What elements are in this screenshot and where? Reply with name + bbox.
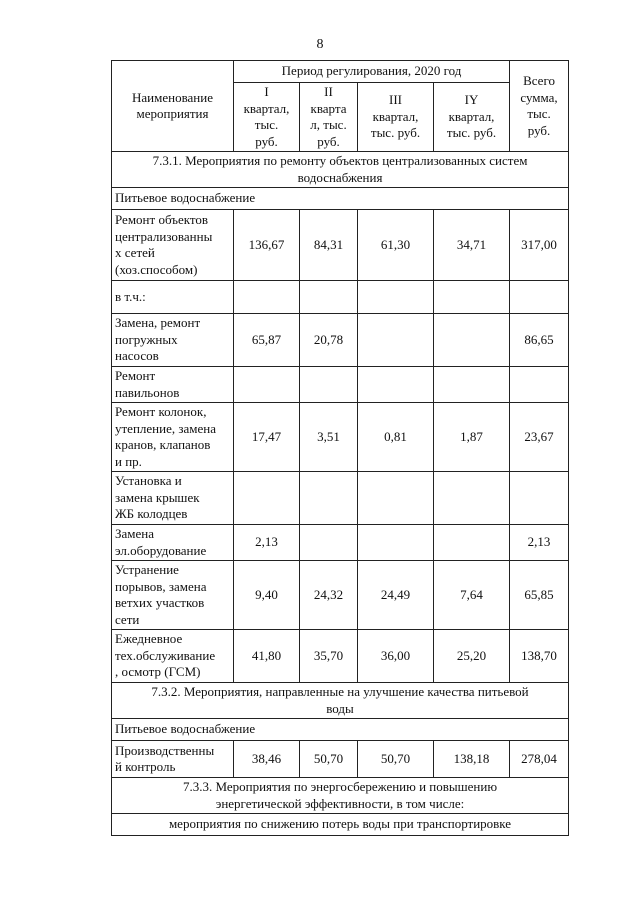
row-q4-cell — [434, 281, 510, 314]
row-total-cell: 86,65 — [510, 314, 569, 367]
cell-line: замена крышек — [115, 489, 200, 505]
row-q2-cell: 50,70 — [300, 741, 358, 778]
row-q1-cell: 38,46 — [234, 741, 300, 778]
header-q1-cell — [234, 83, 300, 152]
table-row — [112, 472, 569, 525]
row-name-cell — [112, 403, 234, 472]
row-q1-cell: 136,67 — [234, 210, 300, 281]
row-q1-cell: 9,40 — [234, 561, 300, 630]
cell-line: х сетей — [115, 245, 155, 260]
cell-line: энергетической эффективности, в том числе: — [215, 795, 465, 811]
cell-line: эл.оборудование — [115, 542, 207, 558]
cell-line: I — [264, 84, 269, 99]
row-q3-cell: 50,70 — [358, 741, 434, 778]
row-q4-cell: 1,87 — [434, 403, 510, 472]
row-q2-cell — [300, 525, 358, 561]
cell-line: Устранение — [115, 562, 179, 577]
cell-line: насосов — [115, 348, 159, 364]
cell-line: кранов, клапанов — [115, 437, 211, 452]
section-7-3-2-subtitle-row — [112, 719, 569, 741]
row-q4-cell — [434, 367, 510, 403]
row-q4-cell — [434, 472, 510, 525]
cell-line: порывов, замена — [115, 578, 207, 594]
cell-line: Ежедневное — [115, 631, 183, 647]
row-q2-cell: 84,31 — [300, 210, 358, 281]
cell-line: IY — [464, 92, 479, 108]
row-q3-cell — [358, 314, 434, 367]
cell-line: погружных — [115, 331, 178, 347]
cell-line: Производственны — [115, 742, 215, 758]
section-7-3-2-subtitle: Питьевое водоснабжение — [112, 719, 569, 741]
cell-line: Замена, ремонт — [115, 315, 201, 331]
cell-line: воды — [326, 700, 354, 716]
page-number: 8 — [316, 37, 324, 52]
row-q4-cell: 25,20 — [434, 630, 510, 683]
row-q1-cell — [234, 367, 300, 403]
row-q1-cell — [234, 472, 300, 525]
cell-line: , осмотр (ГСМ) — [115, 664, 201, 680]
row-name-cell — [112, 630, 234, 683]
row-q1-cell: 17,47 — [234, 403, 300, 472]
row-name-cell — [112, 741, 234, 778]
row-q3-cell — [358, 525, 434, 561]
table-row — [112, 561, 569, 630]
cell-line: ветхих участков — [115, 595, 205, 610]
row-q1-cell — [234, 281, 300, 314]
row-q2-cell: 35,70 — [300, 630, 358, 683]
cell-line: квартал, — [243, 100, 290, 116]
row-q2-cell — [300, 281, 358, 314]
cell-line: 7.3.2. Мероприятия, направленные на улучшение качества питьевой — [151, 684, 529, 699]
cell-line: Всего — [523, 73, 555, 88]
row-name-cell — [112, 314, 234, 367]
cell-line: павильонов — [115, 384, 180, 400]
cell-line: утепление, замена — [115, 420, 216, 436]
row-q3-cell: 0,81 — [358, 403, 434, 472]
cell-line: Установка и — [115, 473, 182, 489]
cell-line: 7.3.3. Мероприятия по энергосбережению и повышению — [182, 779, 498, 794]
row-total-cell: 65,85 — [510, 561, 569, 630]
section-7-3-3-title-row — [112, 778, 569, 814]
row-total-cell: 2,13 — [510, 525, 569, 561]
header-total-cell — [510, 61, 569, 152]
cell-line: тыс. руб. — [370, 125, 421, 141]
cell-line: (хоз.способом) — [115, 261, 198, 277]
row-q4-cell: 7,64 — [434, 561, 510, 630]
cell-line: водоснабжения — [297, 169, 383, 185]
section-7-3-2-title-row — [112, 683, 569, 719]
row-q3-cell: 61,30 — [358, 210, 434, 281]
cell-line: й контроль — [115, 759, 176, 774]
row-name-cell — [112, 367, 234, 403]
section-7-3-2-title — [112, 683, 569, 719]
row-q2-cell — [300, 367, 358, 403]
row-name-cell — [112, 472, 234, 525]
cell-line: в т.ч.: — [115, 288, 146, 304]
section-7-3-1-title — [112, 152, 569, 188]
row-q3-cell: 36,00 — [358, 630, 434, 683]
header-q4-cell — [434, 83, 510, 152]
cell-line: тыс. — [254, 117, 279, 132]
section-7-3-1-subtitle-row — [112, 188, 569, 210]
table-row — [112, 281, 569, 314]
cell-line: 7.3.1. Мероприятия по ремонту объектов централизованных систем — [152, 153, 528, 168]
row-q3-cell: 24,49 — [358, 561, 434, 630]
section-7-3-1-title-row — [112, 152, 569, 188]
row-total-cell: 278,04 — [510, 741, 569, 778]
row-name-cell — [112, 561, 234, 630]
cell-line: руб. — [255, 133, 278, 149]
cell-line: централизованны — [115, 228, 213, 244]
cell-line: сумма, — [520, 89, 558, 105]
row-name-cell — [112, 210, 234, 281]
table-row — [112, 525, 569, 561]
section-7-3-3-subtitle-row — [112, 814, 569, 836]
row-q4-cell — [434, 314, 510, 367]
header-q3-cell — [358, 83, 434, 152]
cell-line: л, тыс. — [310, 117, 347, 132]
cell-line: III — [389, 92, 402, 108]
row-name-cell — [112, 525, 234, 561]
row-q3-cell — [358, 367, 434, 403]
header-q2-cell — [300, 83, 358, 152]
table-row — [112, 314, 569, 367]
row-q2-cell: 24,32 — [300, 561, 358, 630]
table-row — [112, 210, 569, 281]
row-total-cell: 138,70 — [510, 630, 569, 683]
cell-line: квартал, — [448, 108, 495, 124]
row-total-cell: 23,67 — [510, 403, 569, 472]
row-q4-cell: 138,18 — [434, 741, 510, 778]
cell-line: II — [324, 84, 333, 99]
row-total-cell: 317,00 — [510, 210, 569, 281]
row-q2-cell: 20,78 — [300, 314, 358, 367]
cell-line: тыс. — [527, 106, 551, 121]
section-7-3-1-subtitle: Питьевое водоснабжение — [112, 188, 569, 210]
row-total-cell — [510, 472, 569, 525]
row-q3-cell — [358, 472, 434, 525]
cell-line: ЖБ колодцев — [115, 506, 188, 522]
cell-line: Ремонт колонок, — [115, 404, 207, 419]
cell-line: Замена — [115, 526, 155, 541]
cell-line: кварта — [310, 100, 347, 116]
row-q1-cell: 65,87 — [234, 314, 300, 367]
table-row — [112, 630, 569, 683]
budget-table — [111, 60, 569, 836]
cell-line: Ремонт — [115, 368, 156, 383]
cell-line: сети — [115, 611, 140, 627]
row-total-cell — [510, 367, 569, 403]
cell-line: тыс. руб. — [446, 125, 497, 141]
row-q1-cell: 2,13 — [234, 525, 300, 561]
row-q2-cell — [300, 472, 358, 525]
row-total-cell — [510, 281, 569, 314]
table-row — [112, 367, 569, 403]
row-q4-cell: 34,71 — [434, 210, 510, 281]
cell-line: тех.обслуживание — [115, 647, 216, 663]
header-name-cell: Наименование мероприятия — [112, 61, 234, 152]
header-period-cell: Период регулирования, 2020 год — [234, 61, 510, 83]
cell-line: руб. — [527, 122, 551, 138]
table-row — [112, 403, 569, 472]
cell-line: квартал, — [372, 108, 419, 124]
row-q3-cell — [358, 281, 434, 314]
row-q2-cell: 3,51 — [300, 403, 358, 472]
cell-line: Ремонт объектов — [115, 212, 209, 227]
row-name-cell — [112, 281, 234, 314]
header-row-1 — [112, 61, 569, 83]
row-q1-cell: 41,80 — [234, 630, 300, 683]
section-7-3-3-subtitle: мероприятия по снижению потерь воды при транспортировке — [112, 814, 569, 836]
row-q4-cell — [434, 525, 510, 561]
cell-line: руб. — [317, 133, 340, 149]
cell-line: и пр. — [115, 453, 142, 469]
table-row — [112, 741, 569, 778]
section-7-3-3-title — [112, 778, 569, 814]
